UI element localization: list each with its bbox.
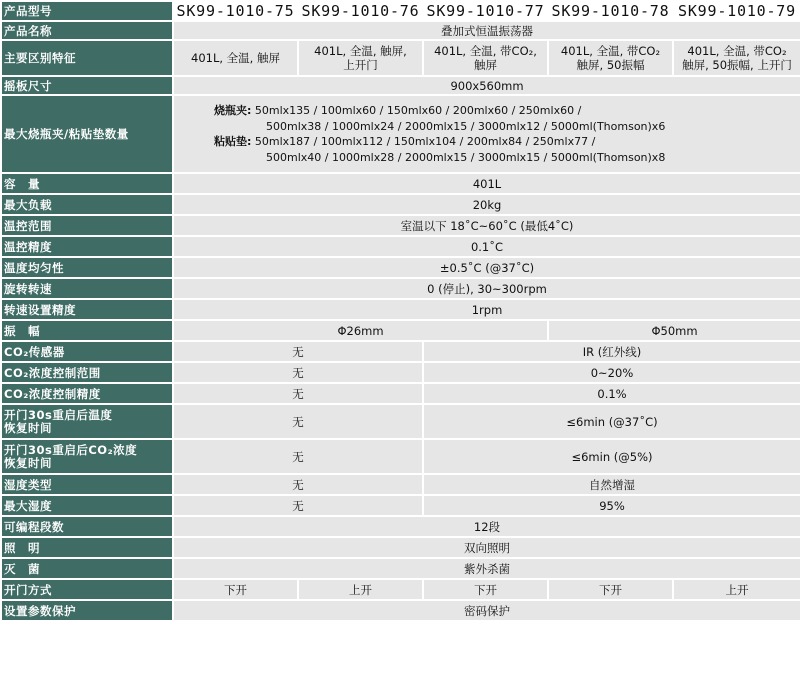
capacity-value: [174, 96, 800, 172]
co2-range-label: CO₂浓度控制范围: [2, 363, 172, 382]
pad-line: 500mlx40 / 1000mlx28 / 2000mlx15 / 3000mlx15 / 5000ml(Thomson)x8: [266, 150, 666, 164]
feature-cell: [549, 41, 672, 75]
feature-line: 触屏: [474, 58, 497, 72]
volume-value: 401L: [174, 174, 800, 193]
model-cell: SK99-1010-79: [674, 2, 800, 20]
feature-line: 401L, 全温, 带CO₂: [687, 44, 787, 58]
protect-label: 设置参数保护: [2, 601, 172, 620]
program-value: 12段: [174, 517, 800, 536]
name-label: 产品名称: [2, 22, 172, 39]
feature-line: 触屏, 50振幅, 上开门: [682, 58, 792, 72]
temp-range-label: 温控范围: [2, 216, 172, 235]
speed-label: 旋转转速: [2, 279, 172, 298]
feature-cell: [674, 41, 800, 75]
co2-sensor-value: 无: [174, 342, 422, 361]
row-sterilize: [2, 559, 800, 578]
co2-precision-value: 无: [174, 384, 422, 403]
model-cell: SK99-1010-77: [424, 2, 547, 20]
row-amplitude: [2, 321, 800, 340]
co2-precision-value: 0.1%: [424, 384, 800, 403]
co2-recovery-label: [2, 440, 172, 473]
co2-sensor-label: CO₂传感器: [2, 342, 172, 361]
row-co2-range: [2, 363, 800, 382]
humidity-type-value: 无: [174, 475, 422, 494]
tray-value: 900x560mm: [174, 77, 800, 94]
feature-cell: [174, 41, 297, 75]
sterilize-value: 紫外杀菌: [174, 559, 800, 578]
clamp-group: [214, 103, 798, 119]
model-label: 产品型号: [2, 2, 172, 20]
feature-line: 上开门: [343, 58, 378, 72]
co2-recovery-value: 无: [174, 440, 422, 473]
row-humidity-type: [2, 475, 800, 494]
lighting-label: 照 明: [2, 538, 172, 557]
speed-value: 0 (停止), 30~300rpm: [174, 279, 800, 298]
co2-recovery-value: ≤6min (@5%): [424, 440, 800, 473]
protect-value: 密码保护: [174, 601, 800, 620]
uniformity-value: ±0.5˚C (@37˚C): [174, 258, 800, 277]
features-label: 主要区别特征: [2, 41, 172, 75]
row-program: [2, 517, 800, 536]
feature-line: 401L, 全温, 触屏,: [314, 44, 407, 58]
uniformity-label: 温度均匀性: [2, 258, 172, 277]
load-value: 20kg: [174, 195, 800, 214]
temp-range-value: 室温以下 18˚C~60˚C (最低4˚C): [174, 216, 800, 235]
name-value: 叠加式恒温振荡器: [174, 22, 800, 39]
row-co2-recovery: [2, 440, 800, 473]
max-humidity-value: 95%: [424, 496, 800, 515]
clamp-title: 烧瓶夹:: [214, 104, 252, 117]
humidity-type-label: 湿度类型: [2, 475, 172, 494]
model-cell: SK99-1010-75: [174, 2, 297, 20]
row-door: [2, 580, 800, 599]
capacity-label: 最大烧瓶夹/粘贴垫数量: [2, 96, 172, 172]
row-co2-precision: [2, 384, 800, 403]
row-lighting: [2, 538, 800, 557]
amplitude-value: Φ26mm: [174, 321, 547, 340]
feature-line: 401L, 全温, 触屏: [191, 51, 280, 65]
program-label: 可编程段数: [2, 517, 172, 536]
model-cell: SK99-1010-78: [549, 2, 672, 20]
max-humidity-value: 无: [174, 496, 422, 515]
label-line: 开门30s重启后CO₂浓度: [4, 442, 138, 457]
door-value: 下开: [549, 580, 672, 599]
sterilize-label: 灭 菌: [2, 559, 172, 578]
pad-group: [214, 134, 798, 150]
door-value: 上开: [674, 580, 800, 599]
temp-recovery-value: 无: [174, 405, 422, 438]
row-uniformity: [2, 258, 800, 277]
clamp-line: 500mlx38 / 1000mlx24 / 2000mlx15 / 3000mlx12 / 5000ml(Thomson)x6: [266, 119, 666, 133]
temp-precision-label: 温控精度: [2, 237, 172, 256]
row-capacity: [2, 96, 800, 172]
door-value: 上开: [299, 580, 422, 599]
feature-line: 401L, 全温, 带CO₂: [560, 44, 661, 58]
door-value: 下开: [174, 580, 297, 599]
row-model: [2, 2, 800, 20]
row-features: [2, 41, 800, 75]
feature-cell: [299, 41, 422, 75]
speed-precision-label: 转速设置精度: [2, 300, 172, 319]
pad-title: 粘贴垫:: [214, 135, 252, 148]
pad-line: 50mlx187 / 100mlx112 / 150mlx104 / 200mlx84 / 250mlx77 /: [254, 135, 596, 148]
co2-range-value: 无: [174, 363, 422, 382]
row-volume: [2, 174, 800, 193]
door-value: 下开: [424, 580, 547, 599]
label-line: 开门30s重启后温度: [4, 407, 113, 422]
load-label: 最大负载: [2, 195, 172, 214]
feature-cell: [424, 41, 547, 75]
row-protect: [2, 601, 800, 620]
row-name: [2, 22, 800, 39]
label-line: 恢复时间: [4, 420, 52, 435]
co2-range-value: 0~20%: [424, 363, 800, 382]
row-co2-sensor: [2, 342, 800, 361]
co2-precision-label: CO₂浓度控制精度: [2, 384, 172, 403]
row-temp-precision: [2, 237, 800, 256]
row-speed-precision: [2, 300, 800, 319]
clamp-line: 50mlx135 / 100mlx60 / 150mlx60 / 200mlx60 / 250mlx60 /: [254, 104, 582, 117]
row-temp-recovery: [2, 405, 800, 438]
row-speed: [2, 279, 800, 298]
row-tray: [2, 77, 800, 94]
co2-sensor-value: IR (红外线): [424, 342, 800, 361]
tray-label: 摇板尺寸: [2, 77, 172, 94]
max-humidity-label: 最大湿度: [2, 496, 172, 515]
row-temp-range: [2, 216, 800, 235]
speed-precision-value: 1rpm: [174, 300, 800, 319]
volume-label: 容 量: [2, 174, 172, 193]
humidity-type-value: 自然增湿: [424, 475, 800, 494]
amplitude-label: 振 幅: [2, 321, 172, 340]
temp-precision-value: 0.1˚C: [174, 237, 800, 256]
feature-line: 401L, 全温, 带CO₂,: [434, 44, 537, 58]
temp-recovery-value: ≤6min (@37˚C): [424, 405, 800, 438]
lighting-value: 双向照明: [174, 538, 800, 557]
row-max-humidity: [2, 496, 800, 515]
label-line: 恢复时间: [4, 455, 52, 470]
temp-recovery-label: [2, 405, 172, 438]
model-cell: SK99-1010-76: [299, 2, 422, 20]
feature-line: 触屏, 50振幅: [576, 58, 645, 72]
row-load: [2, 195, 800, 214]
door-label: 开门方式: [2, 580, 172, 599]
amplitude-value: Φ50mm: [549, 321, 800, 340]
